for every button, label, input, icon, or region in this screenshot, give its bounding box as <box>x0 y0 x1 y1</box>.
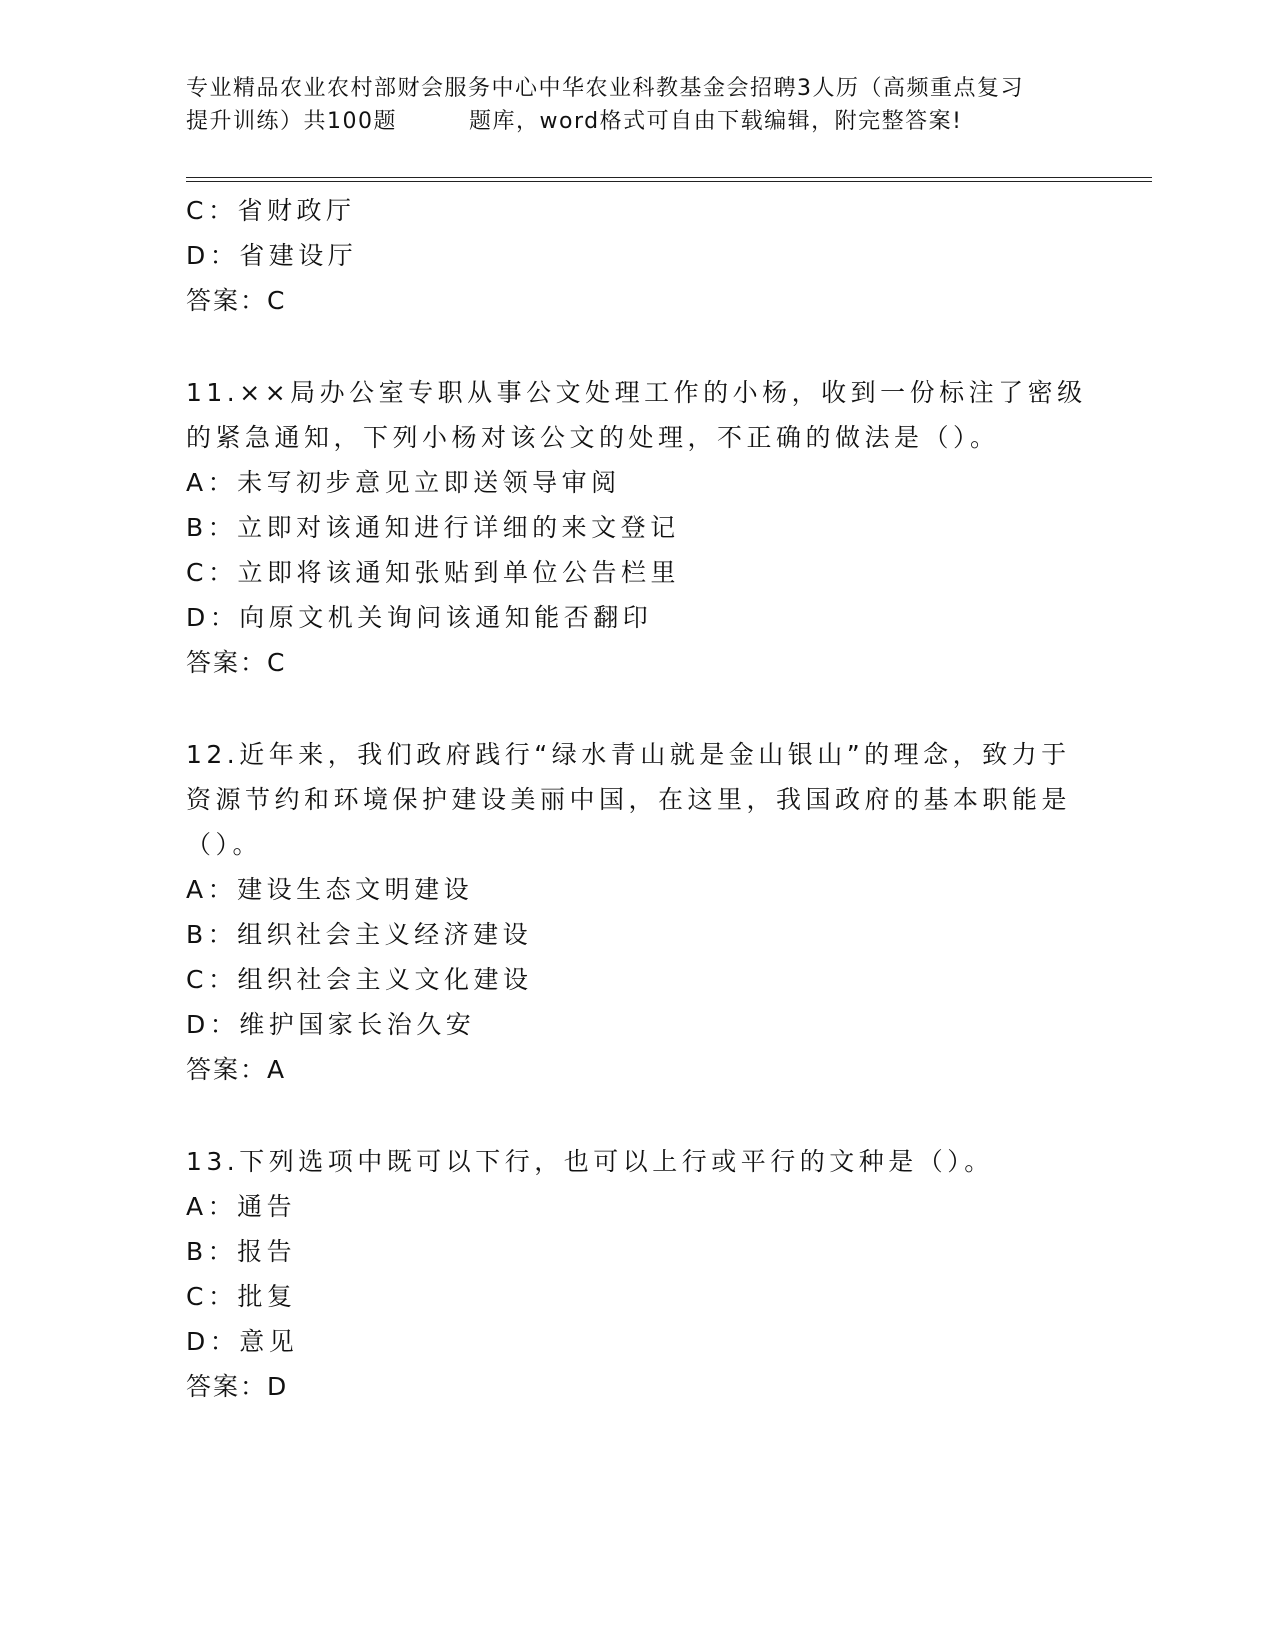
option-a: A：建设生态文明建设 <box>186 875 474 904</box>
option-b: B：组织社会主义经济建设 <box>186 920 533 949</box>
option-c: C：立即将该通知张贴到单位公告栏里 <box>186 558 680 587</box>
question-stem: 资源节约和环境保护建设美丽中国，在这里，我国政府的基本职能是 <box>186 785 1072 814</box>
question-stem: 的紧急通知，下列小杨对该公文的处理，不正确的做法是（）。 <box>186 423 1000 452</box>
option-b: B：报告 <box>186 1237 297 1266</box>
question-stem: 11.××局办公室专职从事公文处理工作的小杨，收到一份标注了密级 <box>186 378 1087 407</box>
page-header <box>186 72 1086 138</box>
question-12 <box>186 732 1086 1092</box>
header-line-2 <box>186 105 1086 138</box>
question-stem: （）。 <box>186 830 263 859</box>
option-b: B：立即对该通知进行详细的来文登记 <box>186 513 680 542</box>
question-stem: 13.下列选项中既可以下行，也可以上行或平行的文种是（）。 <box>186 1147 994 1176</box>
header-rule-bottom <box>186 181 1152 182</box>
option-d: D：向原文机关询问该通知能否翻印 <box>186 603 653 632</box>
answer: 答案：A <box>186 1055 287 1084</box>
answer: 答案：C <box>186 286 287 315</box>
option-c: C：批复 <box>186 1282 297 1311</box>
header-line-1: 专业精品农业农村部财会服务中心中华农业科教基金会招聘3人历（高频重点复习 <box>186 76 1024 101</box>
option-d: D：维护国家长治久安 <box>186 1010 476 1039</box>
option-d: D：省建设厅 <box>186 241 358 270</box>
option-c: C：省财政厅 <box>186 196 356 225</box>
question-stem: 12.近年来，我们政府践行“绿水青山就是金山银山”的理念，致力于 <box>186 740 1071 769</box>
question-10-tail <box>186 188 1086 323</box>
header-rule-top <box>186 177 1152 178</box>
header-line-2b: 题库，word格式可自由下载编辑，附完整答案! <box>469 109 963 134</box>
question-13 <box>186 1139 1086 1409</box>
option-c: C：组织社会主义文化建设 <box>186 965 533 994</box>
header-line-2a: 提升训练）共100题 <box>186 109 397 134</box>
question-11 <box>186 370 1086 685</box>
option-a: A：通告 <box>186 1192 297 1221</box>
answer: 答案：C <box>186 648 287 677</box>
option-a: A：未写初步意见立即送领导审阅 <box>186 468 621 497</box>
document-body <box>186 188 1086 1409</box>
option-d: D：意见 <box>186 1327 299 1356</box>
answer: 答案：D <box>186 1372 289 1401</box>
